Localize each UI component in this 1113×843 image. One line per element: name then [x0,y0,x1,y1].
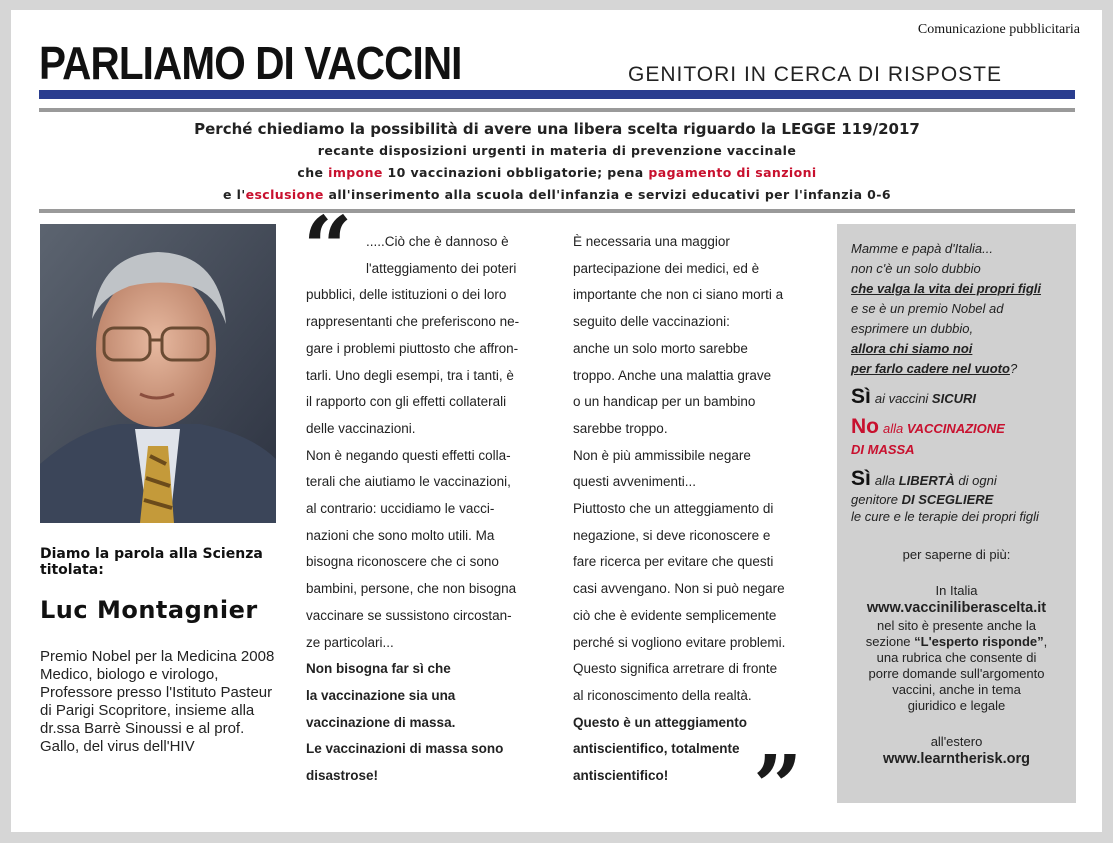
sidebar-line [837,359,1076,379]
yes-freedom [837,467,1076,491]
quote-line: fare ricerca per evitare che questi [573,554,774,570]
subtitle: GENITORI IN CERCA DI RISPOSTE [628,63,1003,86]
text-fragment: VACCINAZIONE [906,421,1005,436]
text-fragment: SICURI [931,391,976,406]
divider-bottom [39,209,1075,213]
quote-line: bisogna riconoscere che ci sono [306,554,499,570]
info-line: giuridico e legale [907,698,1006,713]
quote-line: al riconoscimento della realtà. [573,687,752,703]
quote-line: gare i problemi piuttosto che affron- [306,340,519,356]
quote-line: negazione, si deve riconoscere e [573,527,771,543]
profile-name: Luc Montagnier [40,596,258,624]
profile-bio: Premio Nobel per la Medicina 2008 Medico, biologo e virologo, Professore presso l'Istituto Pasteur di Parigi Scopritore, insieme alla dr.ssa Barrè Sinoussi e al prof. Gallo, del virus dell'HIV [40,648,275,755]
text-fragment: all'inserimento alla scuola dell'infanzia e servizi educativi per l'infanzia 0-6 [323,187,891,202]
divider-top [39,108,1075,112]
quote-line: seguito delle vaccinazioni: [573,314,730,330]
abroad-label: all'estero [930,734,983,749]
header-statement [39,118,1075,206]
quote-line: .....Ciò che è dannoso è [366,234,509,249]
yes-safe-vaccines [837,385,1076,409]
text-fragment: che [297,165,329,180]
portrait-photo [40,224,276,523]
website-link-italy[interactable]: www.vacciniliberascelta.it [866,600,1047,616]
sidebar-line: e se è un premio Nobel ad [851,301,1004,316]
quote-line-bold: la vaccinazione sia una [306,687,456,703]
text-fragment: di ogni [954,473,997,488]
title-underline-bar [39,90,1075,99]
sidebar-line: Mamme e papà d'Italia... [851,241,993,256]
statement-line-3 [39,162,1075,184]
yes-freedom-cont [837,491,1076,508]
sidebar-box [837,224,1076,803]
text-fragment: ai vaccini [874,391,932,406]
quote-line-bold: antiscientifico, totalmente [573,741,740,757]
quote-line-bold: Le vaccinazioni di massa sono [306,741,504,757]
quote-line: Non è più ammissibile negare [573,447,751,463]
info-line: nel sito è presente anche la [877,618,1036,633]
yes-mark: Sì [851,467,871,490]
quote-line-bold: vaccinazione di massa. [306,714,456,730]
advertising-label: Comunicazione pubblicitaria [917,22,1080,37]
quote-line: perché si vogliono evitare problemi. [573,634,786,650]
info-line: una rubrica che consente di [876,650,1037,665]
yes-mark: Sì [851,385,871,408]
quote-line: questi avvenimenti... [573,474,697,490]
quote-line: o un handicap per un bambino [573,394,756,410]
quote-line: importante che non ci siano morti a [573,287,784,303]
no-mass-vaccination [837,415,1076,439]
quote-line: casi avvengano. Non si può negare [573,581,785,597]
website-link-abroad[interactable]: www.learntherisk.org [883,751,1030,767]
info-line: vaccini, anche in tema [892,682,1021,697]
text-fragment: 10 vaccinazioni obbligatorie; pena [382,165,649,180]
italy-label: In Italia [935,583,978,598]
page [11,10,1102,838]
quote-line: delle vaccinazioni. [306,420,416,436]
quote-column-1 [306,229,556,790]
text-fragment: “L'esperto risponde” [914,634,1044,649]
quote-line: pubblici, delle istituzioni o dei loro [306,287,507,303]
sidebar-line: allora chi siamo noi [851,341,973,356]
quote-line-bold: disastrose! [306,768,379,784]
no-mark: No [851,415,879,438]
yes-freedom-cont: le cure e le terapie dei propri figli [851,509,1039,524]
main-title: PARLIAMO DI VACCINI [39,37,462,89]
quote-line: partecipazione dei medici, ed è [573,260,760,276]
info-line [837,634,1076,650]
quote-line-bold: antiscientifico! [573,768,669,784]
info-line: porre domande sull'argomento [868,666,1045,681]
sidebar-line: esprimere un dubbio, [851,321,974,336]
quote-line: anche un solo morto sarebbe [573,340,748,356]
highlight-impone: impone [328,165,383,180]
quote-line: sarebbe troppo. [573,420,668,436]
quote-line: l'atteggiamento dei poteri [366,260,517,276]
text-fragment: sezione [865,634,915,649]
quote-line: ciò che è evidente semplicemente [573,607,777,623]
quote-line: Piuttosto che un atteggiamento di [573,501,774,517]
quote-line: il rapporto con gli effetti collaterali [306,394,507,410]
text-fragment: alla [883,421,907,436]
text-fragment: LIBERTÀ [898,473,955,488]
close-quote-mark: ” [753,737,803,838]
quote-line: al contrario: uccidiamo le vacci- [306,501,495,517]
text-fragment: genitore [851,492,902,507]
text-fragment: , [1043,634,1048,649]
quote-line: vaccinare se sussistono circostan- [306,607,512,623]
profile-intro: Diamo la parola alla Scienza titolata: [40,546,263,578]
text-fragment: per farlo cadere nel vuoto [851,361,1010,376]
open-quote-mark: “ [303,198,353,299]
text-fragment: DI SCEGLIERE [901,492,994,507]
quote-line: terali che aiutiamo le vaccinazioni, [306,474,511,490]
more-info-label: per saperne di più: [902,547,1011,562]
sidebar-line: non c'è un solo dubbio [851,261,981,276]
quote-line: tarli. Uno degli esempi, tra i tanti, è [306,367,514,383]
quote-line-bold: Non bisogna far sì che [306,661,451,677]
statement-line-4 [39,184,1075,206]
quote-line: ze particolari... [306,634,394,650]
highlight-esclusione: esclusione [245,187,324,202]
quote-line-bold: Questo è un atteggiamento [573,714,748,730]
quote-column-2 [573,229,823,790]
quote-line: rappresentanti che preferiscono ne- [306,314,520,330]
quote-line: Questo significa arretrare di fronte [573,661,778,677]
highlight-sanzioni: pagamento di sanzioni [648,165,817,180]
sidebar-line: che valga la vita dei propri figli [851,281,1041,296]
text-fragment: e l' [223,187,246,202]
no-mass-vaccination-cont: DI MASSA [851,442,915,457]
quote-line: È necessaria una maggior [573,234,730,249]
text-fragment: ? [1009,361,1018,376]
text-fragment: alla [874,473,899,488]
quote-line: bambini, persone, che non bisogna [306,581,517,597]
quote-line: troppo. Anche una malattia grave [573,367,772,383]
quote-line: Non è negando questi effetti colla- [306,447,511,463]
statement-line-1: Perché chiediamo la possibilità di avere una libera scelta riguardo la LEGGE 119/2017 [194,120,920,138]
statement-line-2: recante disposizioni urgenti in materia di prevenzione vaccinale [317,143,797,158]
quote-line: nazioni che sono molto utili. Ma [306,527,495,543]
